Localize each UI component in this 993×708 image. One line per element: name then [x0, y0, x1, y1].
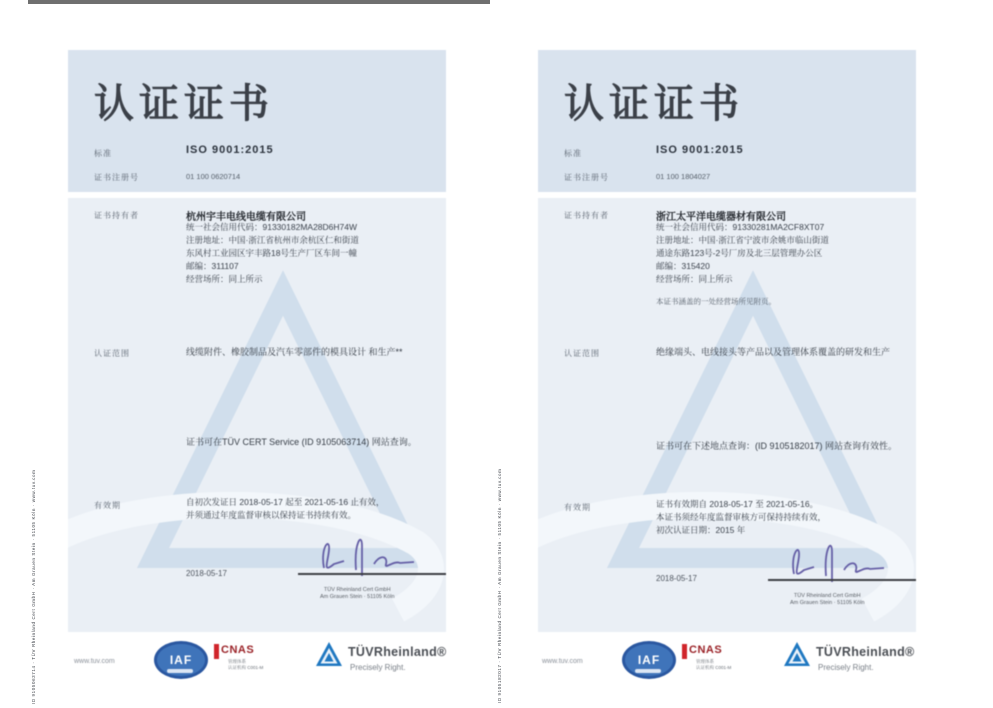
holder-address-line: 注册地址：中国·浙江省宁波市余姚市临山街道: [656, 235, 829, 245]
holder-address-block: [656, 221, 829, 286]
certificate-left: [68, 50, 446, 632]
cnas-subtext: 管理体系: [696, 659, 714, 664]
validity-block: [656, 498, 826, 537]
certificate-title: 认证证书: [564, 82, 744, 126]
cnas-subtext: 认证机构 C001-M: [696, 665, 732, 670]
verification-note: 证书可在下述地点查询：(ID 9105182017) 网站查询有效性。: [656, 441, 898, 451]
side-fine-print: ID 9105063714 · TÜV Rheinland Cert GmbH · Am Grauen Stein · 51105 Köln · www.tuv.com: [31, 469, 36, 704]
tuv-triangle-icon: [315, 640, 343, 668]
holder-address-line: 东风村工业园区宇丰路18号生产厂区车间一幢: [186, 248, 357, 258]
cnas-logo: [214, 644, 263, 671]
verification-note: 证书可在TÜV CERT Service (ID 9105063714) 网站查询。: [186, 437, 417, 447]
issue-date: 2018-05-17: [186, 569, 227, 578]
signatory-line: TÜV Rheinland Cert GmbH: [793, 593, 861, 599]
holder-name: 杭州宇丰电线电缆有限公司: [186, 212, 306, 223]
holder-address-line: 经营场所：同上所示: [656, 274, 733, 284]
validity-line: 并须通过年度监督审核以保持证书持续有效。: [186, 510, 357, 520]
validity-line: 本证书须经年度监督审核方可保持持续有效，: [656, 512, 827, 522]
top-divider-bar: [28, 0, 490, 4]
tuv-rheinland-wordmark: TÜVRheinland®: [816, 645, 915, 659]
validity-line: 初次认证日期：2015 年: [656, 525, 746, 535]
signatory-line: Am Grauen Stein · 51105 Köln: [320, 594, 395, 600]
validity-label: 有效期: [564, 503, 591, 512]
register-no-value: 01 100 0620714: [186, 172, 241, 181]
scope-label: 认证范围: [564, 349, 600, 358]
tuv-rheinland-wordmark: TÜVRheinland®: [348, 645, 447, 659]
cnas-label: CNAS: [221, 644, 255, 656]
signature-scrawl: [766, 536, 918, 594]
signatory-caption: [790, 593, 865, 607]
footer-right: [530, 638, 930, 693]
certificate-right: [538, 50, 916, 632]
holder-address-line: 统一社会信用代码：91330182MA28D6H74W: [186, 222, 358, 232]
validity-label: 有效期: [94, 501, 121, 510]
side-fine-print: ID 9105182017 · TÜV Rheinland Cert GmbH · Am Grauen Stein · 51105 Köln · www.tuv.com: [497, 468, 502, 703]
standard-value: ISO 9001:2015: [656, 144, 744, 156]
cnas-subtext: 管理体系: [228, 659, 246, 664]
iaf-logo: [622, 641, 676, 679]
issue-date: 2018-05-17: [656, 574, 697, 583]
holder-address-line: 统一社会信用代码：91330281MA2CF8XT07: [656, 222, 825, 232]
iaf-logo: [154, 641, 208, 679]
scope-text: 线缆附件、橡胶制品及汽车零部件的模具设计 和生产**: [186, 347, 403, 357]
signatory-line: TÜV Rheinland Cert GmbH: [323, 587, 391, 593]
iaf-label: IAF: [637, 653, 661, 667]
cnas-red-bar-icon: [682, 644, 687, 659]
cnas-subtext: 认证机构 C001-M: [228, 665, 264, 670]
register-no-value: 01 100 1804027: [656, 172, 711, 181]
tuv-tagline: Precisely Right.: [818, 663, 874, 672]
register-no-label: 证书注册号: [94, 173, 139, 182]
scope-label: 认证范围: [94, 349, 130, 358]
standard-value: ISO 9001:2015: [186, 144, 274, 156]
register-no-label: 证书注册号: [564, 173, 609, 182]
holder-label: 证书持有者: [564, 211, 609, 220]
holder-address-line: 通途东路123号-2号厂房及北三层管理办公区: [656, 248, 823, 258]
tuv-triangle-icon: [783, 640, 811, 668]
holder-address-block: [186, 221, 359, 286]
validity-block: [186, 496, 384, 522]
tuv-tagline: Precisely Right.: [350, 663, 406, 672]
holder-label: 证书持有者: [94, 211, 139, 220]
holder-note: 本证书涵盖的一处经营场所见附页。: [656, 297, 776, 306]
holder-address-line: 邮编：315420: [656, 261, 710, 271]
holder-name: 浙江太平洋电缆器材有限公司: [656, 212, 786, 223]
certificate-title: 认证证书: [94, 82, 274, 126]
tuv-website-text: www.tuv.com: [74, 658, 115, 665]
signatory-line: Am Grauen Stein · 51105 Köln: [790, 600, 865, 606]
standard-label: 标准: [94, 149, 112, 158]
validity-line: 证书有效期自 2018-05-17 至 2021-05-16。: [656, 499, 819, 509]
cnas-red-bar-icon: [214, 644, 219, 659]
iaf-label: IAF: [169, 653, 193, 667]
tuv-website-text: www.tuv.com: [542, 658, 583, 665]
cnas-label: CNAS: [689, 644, 723, 656]
cnas-logo: [682, 644, 731, 671]
standard-label: 标准: [564, 149, 582, 158]
scope-text: 绝缘端头、电线接头等产品以及管理体系覆盖的研发和生产: [656, 347, 891, 357]
holder-address-line: 注册地址：中国·浙江省杭州市余杭区仁和街道: [186, 235, 359, 245]
holder-address-line: 邮编：311107: [186, 261, 239, 271]
footer-left: [62, 638, 462, 693]
signatory-caption: [320, 587, 395, 601]
validity-line: 自初次发证日 2018-05-17 起至 2021-05-16 止有效，: [186, 497, 385, 507]
signature-scrawl: [296, 530, 448, 588]
holder-address-line: 经营场所：同上所示: [186, 274, 263, 284]
